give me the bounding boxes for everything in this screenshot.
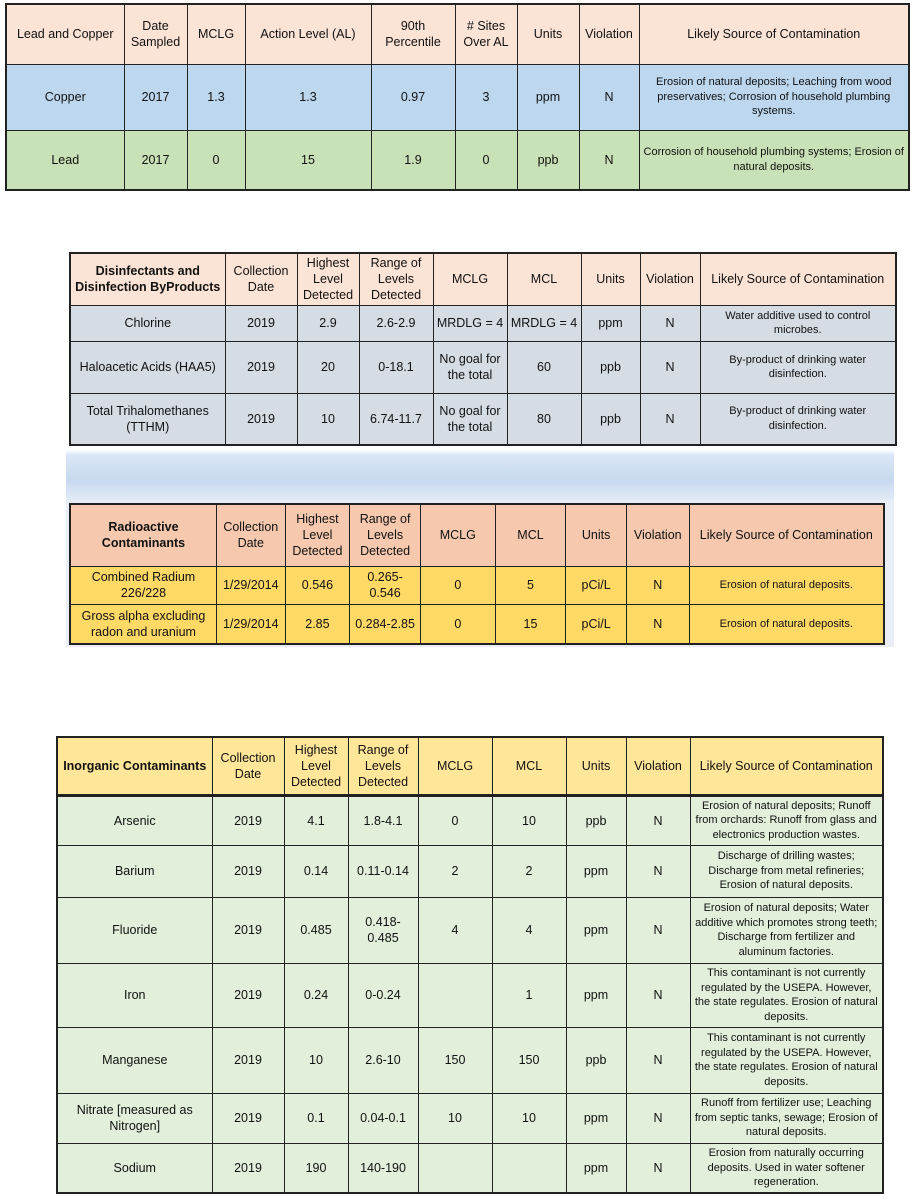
header-cell: MCL [507, 253, 581, 305]
cell: ppm [566, 1093, 626, 1143]
cell: N [626, 897, 690, 963]
header-cell: MCLG [420, 504, 495, 566]
cell-contaminant: Arsenic [57, 795, 212, 845]
cell-contaminant: Manganese [57, 1027, 212, 1093]
header-cell: Range of Levels Detected [348, 737, 418, 795]
cell: ppb [566, 795, 626, 845]
cell [492, 1143, 566, 1193]
cell: 2017 [124, 130, 187, 190]
cell: 0 [455, 130, 517, 190]
header-cell: Collection Date [212, 737, 284, 795]
cell-contaminant: Haloacetic Acids (HAA5) [70, 341, 225, 393]
table-row [57, 897, 883, 963]
table-row [57, 845, 883, 897]
cell-source: Erosion from naturally occurring deposits. Used in water softener regeneration. [690, 1143, 883, 1193]
cell: 80 [507, 393, 581, 445]
cell: N [626, 963, 690, 1027]
cell: 1.9 [371, 130, 455, 190]
header-cell: Range of Levels Detected [350, 504, 421, 566]
cell: 10 [418, 1093, 492, 1143]
header-cell: Violation [626, 504, 689, 566]
cell: ppm [566, 1143, 626, 1193]
cell: 0-0.24 [348, 963, 418, 1027]
cell: 2.85 [285, 604, 350, 644]
cell-source: Water additive used to control microbes. [700, 305, 896, 341]
cell: 2019 [212, 795, 284, 845]
cell: ppm [566, 963, 626, 1027]
cell: N [626, 566, 689, 604]
cell: 2017 [124, 64, 187, 130]
cell: ppb [566, 1027, 626, 1093]
cell: MRDLG = 4 [507, 305, 581, 341]
disinfectants-table [69, 252, 895, 444]
cell: ppm [566, 897, 626, 963]
header-cell: Violation [640, 253, 700, 305]
cell-contaminant: Gross alpha excluding radon and uranium [70, 604, 216, 644]
header-cell: Units [517, 4, 579, 64]
header-cell: Violation [579, 4, 639, 64]
cell-contaminant: Sodium [57, 1143, 212, 1193]
header-cell: Likely Source of Contamination [689, 504, 884, 566]
lead-copper-table [5, 3, 908, 189]
cell: 10 [284, 1027, 348, 1093]
cell: 2 [418, 845, 492, 897]
cell: 15 [245, 130, 371, 190]
table-row [70, 305, 896, 341]
header-cell: Date Sampled [124, 4, 187, 64]
cell: 2019 [212, 963, 284, 1027]
header-cell: Highest Level Detected [297, 253, 359, 305]
cell: 0.418-0.485 [348, 897, 418, 963]
table-row [6, 130, 909, 190]
cell: 10 [492, 795, 566, 845]
cell: 190 [284, 1143, 348, 1193]
cell: 2019 [212, 845, 284, 897]
table-row [70, 604, 884, 644]
cell-contaminant: Nitrate [measured as Nitrogen] [57, 1093, 212, 1143]
cell: ppm [566, 845, 626, 897]
header-cell: Collection Date [216, 504, 285, 566]
cell: 2019 [212, 1093, 284, 1143]
header-cell: Action Level (AL) [245, 4, 371, 64]
table-row [57, 1143, 883, 1193]
table-header-row [6, 4, 909, 64]
cell: 1/29/2014 [216, 604, 285, 644]
header-cell: Range of Levels Detected [359, 253, 433, 305]
cell: 1.3 [245, 64, 371, 130]
cell: ppm [517, 64, 579, 130]
cell-contaminant: Chlorine [70, 305, 225, 341]
cell: 2019 [212, 897, 284, 963]
header-cell: Collection Date [225, 253, 297, 305]
cell: N [640, 393, 700, 445]
table-row [57, 1027, 883, 1093]
header-cell: Inorganic Contaminants [57, 737, 212, 795]
header-cell: MCLG [418, 737, 492, 795]
cell: 1.8-4.1 [348, 795, 418, 845]
table-row [57, 963, 883, 1027]
cell: 0 [420, 566, 495, 604]
cell: 3 [455, 64, 517, 130]
cell-source: This contaminant is not currently regulated by the USEPA. However, the state regulates. Erosion of natural deposits. [690, 963, 883, 1027]
cell: 10 [297, 393, 359, 445]
cell: pCi/L [566, 566, 627, 604]
cell: 2019 [225, 393, 297, 445]
header-cell: MCLG [433, 253, 507, 305]
cell: MRDLG = 4 [433, 305, 507, 341]
header-cell: Highest Level Detected [284, 737, 348, 795]
table-row [57, 1093, 883, 1143]
table-header-row [70, 253, 896, 305]
cell: 2.6-10 [348, 1027, 418, 1093]
cell: 1.3 [187, 64, 245, 130]
cell: 2019 [225, 305, 297, 341]
cell-contaminant: Total Trihalomethanes (TTHM) [70, 393, 225, 445]
cell: 60 [507, 341, 581, 393]
cell: 0 [418, 795, 492, 845]
cell: 2019 [212, 1027, 284, 1093]
table-header-row [70, 504, 884, 566]
header-cell: Highest Level Detected [285, 504, 350, 566]
cell: 2 [492, 845, 566, 897]
header-cell: MCLG [187, 4, 245, 64]
header-cell: Units [566, 737, 626, 795]
cell: 0 [420, 604, 495, 644]
cell-contaminant: Iron [57, 963, 212, 1027]
cell: N [626, 604, 689, 644]
table-row [6, 64, 909, 130]
cell: 20 [297, 341, 359, 393]
header-cell: Units [581, 253, 640, 305]
cell-source: Erosion of natural deposits; Runoff from orchards: Runoff from glass and electronics production wastes. [690, 795, 883, 845]
cell: N [579, 130, 639, 190]
cell: pCi/L [566, 604, 627, 644]
cell: 0.485 [284, 897, 348, 963]
cell-contaminant: Copper [6, 64, 124, 130]
cell: 5 [495, 566, 566, 604]
cell: 0-18.1 [359, 341, 433, 393]
cell: 0.97 [371, 64, 455, 130]
cell: 0.1 [284, 1093, 348, 1143]
header-cell: Likely Source of Contamination [639, 4, 909, 64]
cell-source: By-product of drinking water disinfection. [700, 341, 896, 393]
cell: N [626, 845, 690, 897]
cell: 0 [187, 130, 245, 190]
cell-contaminant: Lead [6, 130, 124, 190]
cell: 150 [418, 1027, 492, 1093]
cell: 2.6-2.9 [359, 305, 433, 341]
cell: N [640, 341, 700, 393]
cell: ppb [581, 393, 640, 445]
cell: 0.24 [284, 963, 348, 1027]
table-row [70, 341, 896, 393]
cell-source: Runoff from fertilizer use; Leaching from septic tanks, sewage; Erosion of natural deposits. [690, 1093, 883, 1143]
cell-contaminant: Combined Radium 226/228 [70, 566, 216, 604]
cell: 2019 [225, 341, 297, 393]
cell: 1/29/2014 [216, 566, 285, 604]
cell-contaminant: Fluoride [57, 897, 212, 963]
header-cell: Likely Source of Contamination [690, 737, 883, 795]
cell: 10 [492, 1093, 566, 1143]
table-row [70, 393, 896, 445]
cell: N [640, 305, 700, 341]
cell-source: Erosion of natural deposits. [689, 566, 884, 604]
cell: 15 [495, 604, 566, 644]
cell: 0.04-0.1 [348, 1093, 418, 1143]
header-cell: Likely Source of Contamination [700, 253, 896, 305]
cell: 0.284-2.85 [350, 604, 421, 644]
cell-source: Corrosion of household plumbing systems; Erosion of natural deposits. [639, 130, 909, 190]
table-header-row [57, 737, 883, 795]
header-cell: 90th Percentile [371, 4, 455, 64]
cell: ppm [581, 305, 640, 341]
cell: 2.9 [297, 305, 359, 341]
cell: 2019 [212, 1143, 284, 1193]
cell: 0.265-0.546 [350, 566, 421, 604]
cell: 4 [492, 897, 566, 963]
cell-source: Erosion of natural deposits; Leaching from wood preservatives; Corrosion of household plumbing systems. [639, 64, 909, 130]
cell [418, 963, 492, 1027]
cell-contaminant: Barium [57, 845, 212, 897]
cell-source: Erosion of natural deposits; Water additive which promotes strong teeth; Discharge from fertilizer and aluminum factories. [690, 897, 883, 963]
cell: 0.546 [285, 566, 350, 604]
cell-source: By-product of drinking water disinfection. [700, 393, 896, 445]
header-cell: MCL [492, 737, 566, 795]
cell: N [626, 1027, 690, 1093]
header-cell: Violation [626, 737, 690, 795]
table-row [57, 795, 883, 845]
cell: N [626, 795, 690, 845]
cell-source: This contaminant is not currently regulated by the USEPA. However, the state regulates. Erosion of natural deposits. [690, 1027, 883, 1093]
cell: ppb [517, 130, 579, 190]
radioactive-table [69, 503, 885, 643]
header-cell: # Sites Over AL [455, 4, 517, 64]
cell-source: Discharge of drilling wastes; Discharge from metal refineries; Erosion of natural deposits. [690, 845, 883, 897]
cell: 150 [492, 1027, 566, 1093]
cell-source: Erosion of natural deposits. [689, 604, 884, 644]
cell: N [626, 1143, 690, 1193]
cell: 4.1 [284, 795, 348, 845]
header-cell: MCL [495, 504, 566, 566]
table-row [70, 566, 884, 604]
cell: 0.11-0.14 [348, 845, 418, 897]
cell: ppb [581, 341, 640, 393]
cell: 1 [492, 963, 566, 1027]
header-cell: Lead and Copper [6, 4, 124, 64]
header-cell: Radioactive Contaminants [70, 504, 216, 566]
cell: 140-190 [348, 1143, 418, 1193]
header-cell: Disinfectants and Disinfection ByProducts [70, 253, 225, 305]
cell: No goal for the total [433, 393, 507, 445]
cell: N [626, 1093, 690, 1143]
inorganic-table [56, 736, 882, 1192]
cell: 4 [418, 897, 492, 963]
header-cell: Units [566, 504, 627, 566]
cell [418, 1143, 492, 1193]
cell: 0.14 [284, 845, 348, 897]
cell: 6.74-11.7 [359, 393, 433, 445]
cell: No goal for the total [433, 341, 507, 393]
cell: N [579, 64, 639, 130]
